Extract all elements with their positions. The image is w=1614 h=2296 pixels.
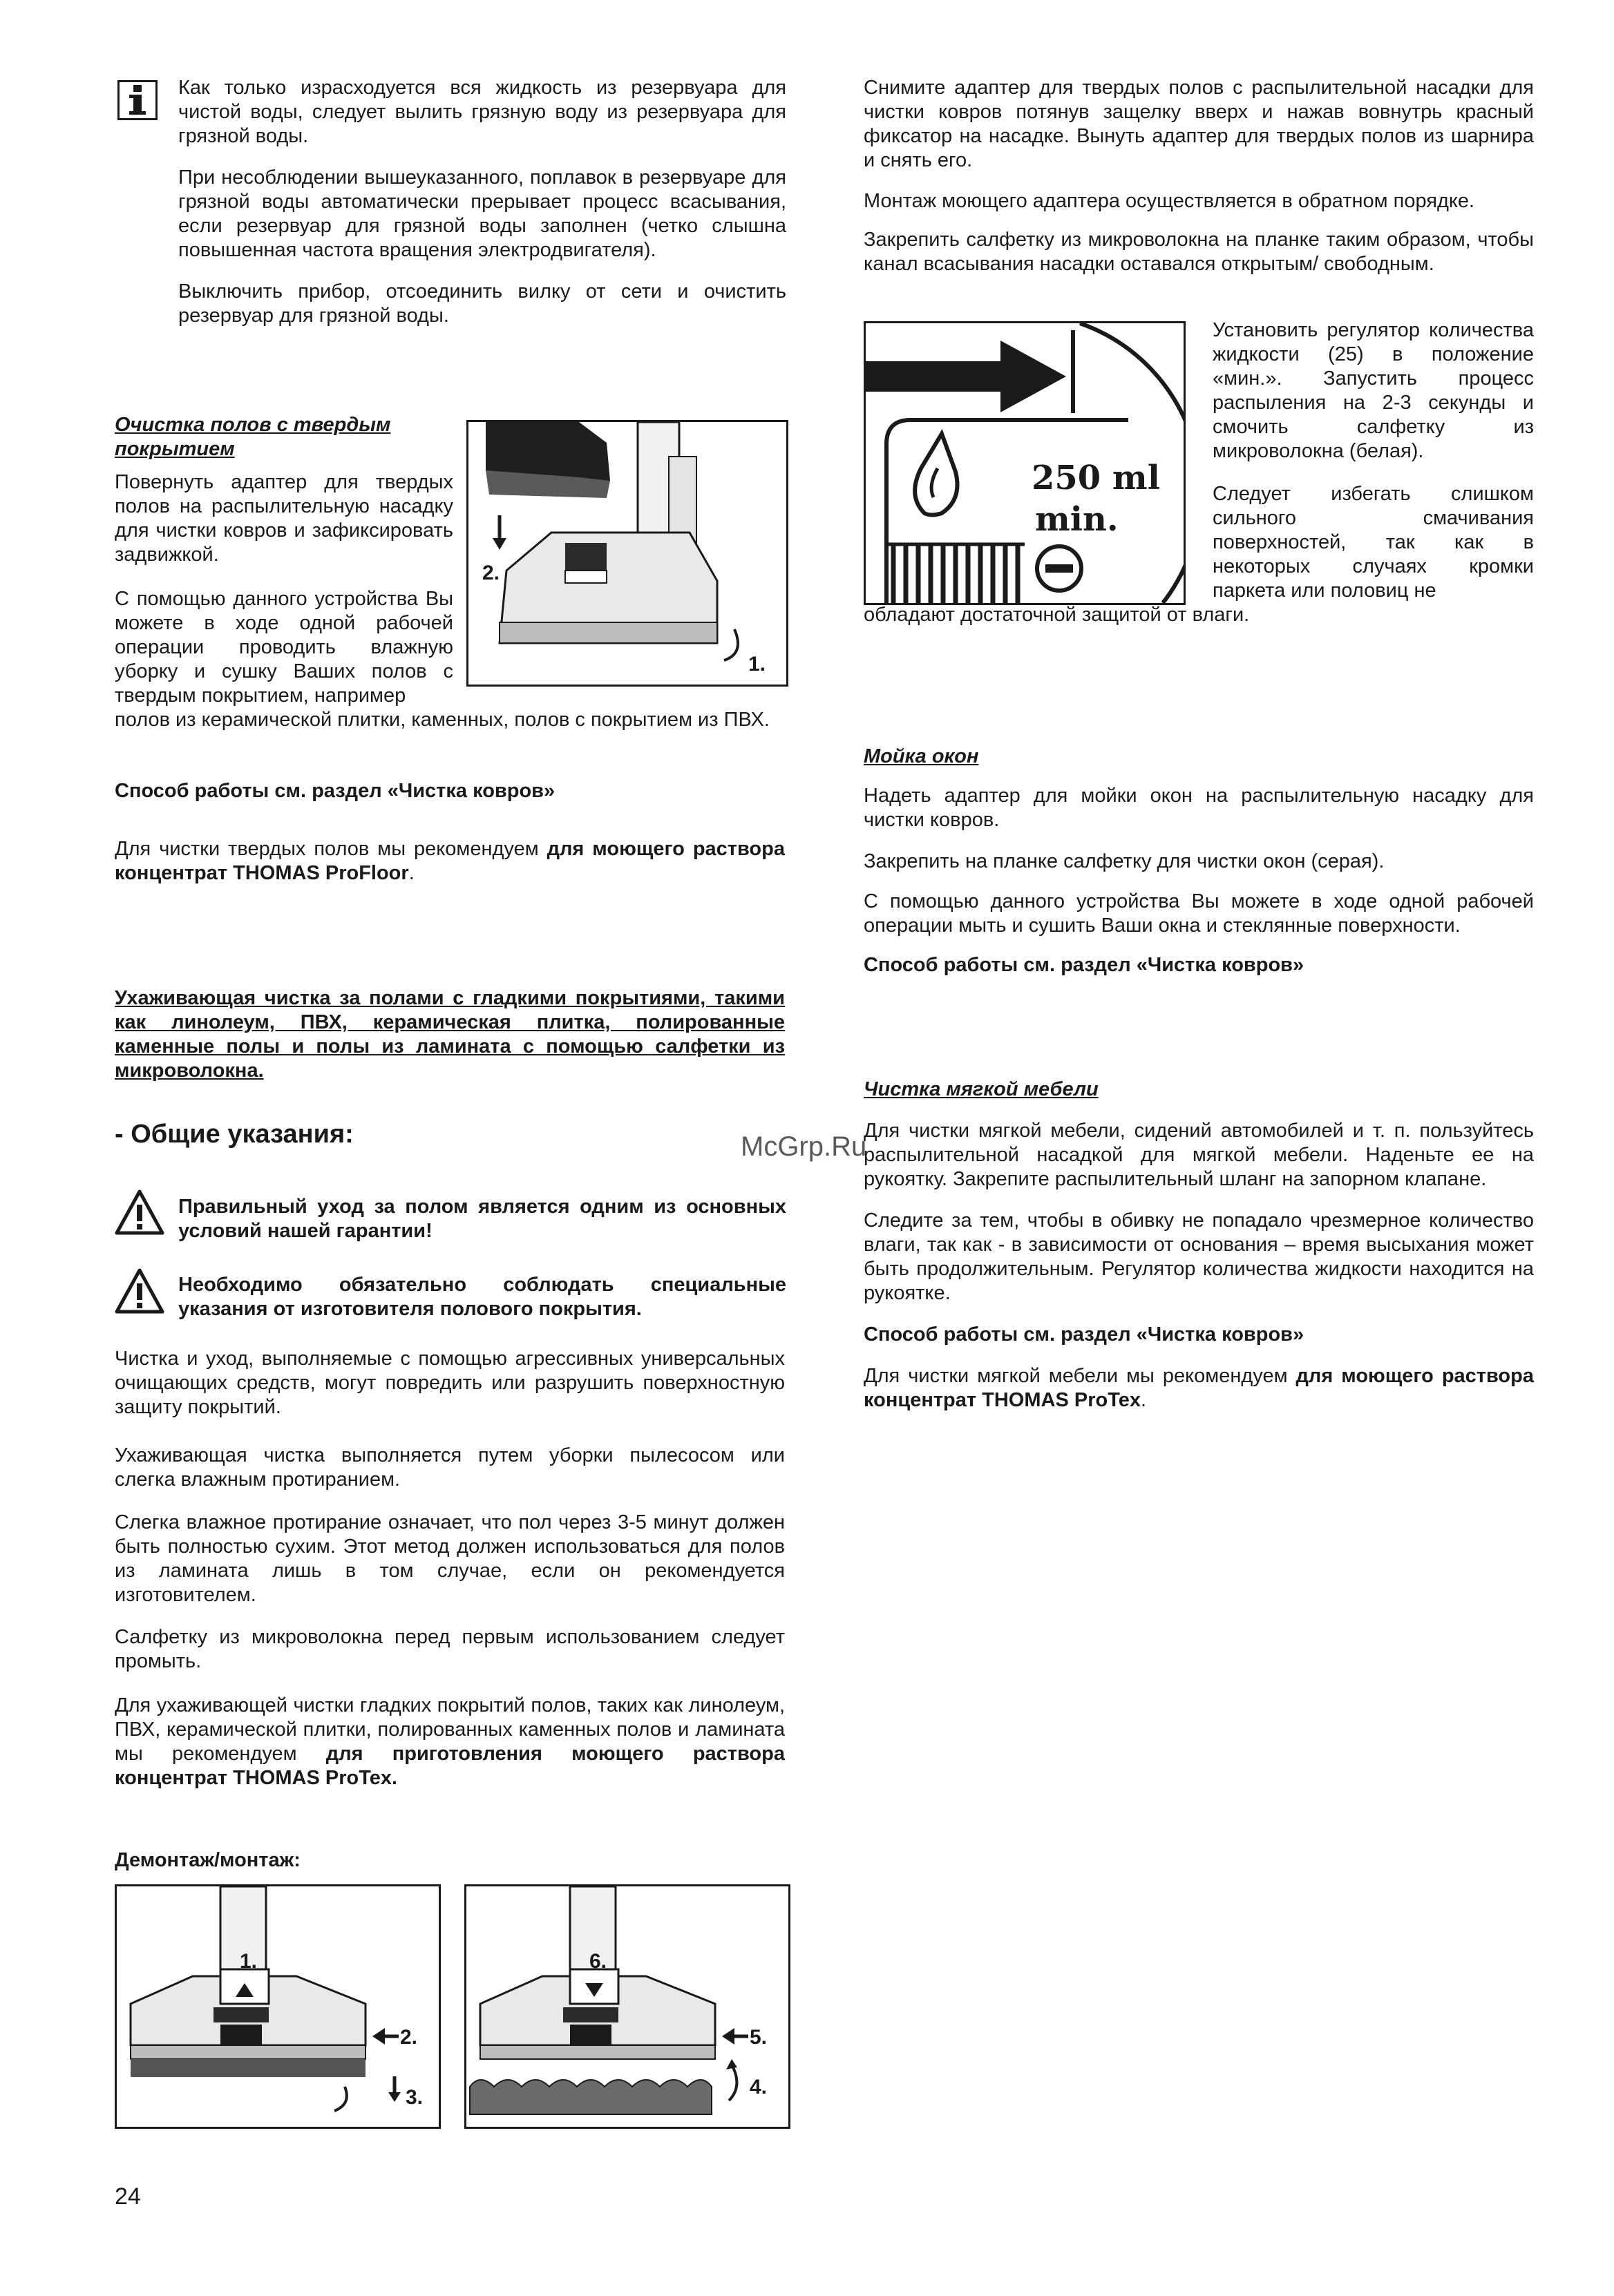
right-paragraph-3: Закрепить салфетку из микроволокна на планке таким образом, чтобы канал всасывания насадки оставался открытым/ свободным. [864, 229, 1534, 275]
general-paragraph-4: Салфетку из микроволокна перед первым использованием следует промыть. [115, 1626, 785, 1672]
care-heading: Ухаживающая чистка за полами с гладкими покрытиями, такими как линолеум, ПВХ, керамическая плитка, полированные каменные полы и полы из ламината с помощью салфетки из микроволокна. [115, 987, 785, 1082]
fig-step-2: 2. [482, 562, 500, 584]
right-paragraph-2: Монтаж моющего адаптера осуществляется в обратном порядке. [864, 190, 1475, 212]
window-paragraph-1: Надеть адаптер для мойки окон на распылительную насадку для чистки ковров. [864, 785, 1534, 831]
warning-icon [115, 1189, 164, 1238]
page-number: 24 [115, 2183, 141, 2210]
info-paragraph-3: Выключить прибор, отсоединить вилку от сети и очистить резервуар для грязной воды. [178, 280, 786, 327]
furniture-recommendation: Для чистки мягкой мебели мы рекомендуем для моющего раствора концентрат THOMAS ProTex. [864, 1365, 1534, 1411]
warning-icon [115, 1268, 164, 1317]
window-method: Способ работы см. раздел «Чистка ковров» [864, 954, 1304, 976]
general-paragraph-2: Ухаживающая чистка выполняется путем уборки пылесосом или слегка влажным протиранием. [115, 1444, 785, 1491]
hard-floor-method: Способ работы см. раздел «Чистка ковров» [115, 780, 556, 802]
furniture-paragraph-1: Для чистки мягкой мебели, сидений автомобилей и т. п. пользуйтесь распылительной насадкой для мягкой мебели. Наденьте ее на рукоятку. Закрепите распылительный шланг на запорном клапане. [864, 1120, 1534, 1190]
window-paragraph-3: С помощью данного устройства Вы можете в ходе одной рабочей операции мыть и сушить Ваши окна и стеклянные поверхности. [864, 890, 1534, 937]
regulator-volume-label: 250 ml [1032, 459, 1160, 497]
regulator-paragraph: Установить регулятор количества жидкости (25) в положение «мин.». Запустить процесс распыления на 2-3 секунды и смочить салфетку из микроволокна (белая). [1213, 319, 1534, 462]
furniture-heading: Чистка мягкой мебели [864, 1078, 1099, 1100]
dismount-figure-2 [464, 1884, 790, 2129]
regulator-warning-a: Следует избегать слишком сильного смачивания поверхностей, так как в некоторых случаях кромки паркета или половиц не [1213, 483, 1534, 602]
general-paragraph-1: Чистка и уход, выполняемые с помощью агрессивных универсальных очищающих средств, могут повредить или разрушить поверхностную защиту покрытий. [115, 1348, 785, 1418]
general-notes-title: - Общие указания: [115, 1120, 354, 1149]
general-paragraph-5: Для ухаживающей чистки гладких покрытий полов, таких как линолеум, ПВХ, керамической плитки, полированных каменных полов и ламината мы рекомендуем для приготовления моющего раствора концентрат THOMAS ProTex. [115, 1694, 785, 1789]
general-paragraph-3: Слегка влажное протирание означает, что пол через 3-5 минут должен быть полностью сухим. Этот метод должен использоваться для полов из ламината лишь в том случае, если он рекомендуется изготовителем. [115, 1511, 785, 1606]
hard-floor-paragraph-1: Повернуть адаптер для твердых полов на распылительную насадку для чистки ковров и зафиксировать задвижкой. [115, 471, 453, 566]
step-label-1: 1. [240, 1950, 258, 1973]
info-paragraph-2: При несоблюдении вышеуказанного, поплавок в резервуаре для грязной воды автоматически прерывает процесс всасывания, если резервуар для грязной воды заполнен (четко слышна повышенная частота вращения электродвигателя). [178, 166, 786, 261]
window-paragraph-2: Закрепить на планке салфетку для чистки окон (серая). [864, 850, 1385, 872]
step-label-5: 5. [750, 2026, 768, 2049]
liquid-regulator-figure [864, 321, 1186, 605]
fig-step-1: 1. [748, 653, 766, 676]
furniture-paragraph-2: Следите за тем, чтобы в обивку не попадало чрезмерное количество влаги, так как - в зависимости от основания – время высыхания может быть продолжительным. Регулятор количества жидкости находится на рукоятке. [864, 1209, 1534, 1304]
hard-floor-heading: Очистка полов с твердым покрытием [115, 414, 391, 460]
warning-text-2: Необходимо обязательно соблюдать специальные указания от изготовителя полового покрытия. [178, 1274, 786, 1320]
watermark: McGrp.Ru [741, 1131, 867, 1162]
right-paragraph-1: Снимите адаптер для твердых полов с распылительной насадки для чистки ковров потянув защелку вверх и нажав вовнутрь красный фиксатор на насадке. Вынуть адаптер для твердых полов из шарнира и снять его. [864, 77, 1534, 171]
info-icon [117, 80, 158, 120]
step-label-6: 6. [589, 1950, 607, 1973]
hard-floor-adapter-figure [466, 420, 788, 687]
step-label-4: 4. [750, 2076, 768, 2098]
dismount-figure-1 [115, 1884, 441, 2129]
step-label-3: 3. [406, 2086, 424, 2109]
hard-floor-recommendation: Для чистки твердых полов мы рекомендуем для моющего раствора концентрат THOMAS ProFloor. [115, 838, 785, 884]
step-label-2: 2. [400, 2026, 418, 2049]
hard-floor-paragraph-2b: полов из керамической плитки, каменных, полов с покрытием из ПВХ. [115, 709, 770, 731]
regulator-min-label: min. [1035, 500, 1119, 539]
warning-text-1: Правильный уход за полом является одним из основных условий нашей гарантии! [178, 1196, 786, 1242]
furniture-method: Способ работы см. раздел «Чистка ковров» [864, 1323, 1304, 1346]
info-paragraph-1: Как только израсходуется вся жидкость из резервуара для чистой воды, следует вылить грязную воду из резервуара для грязной воды. [178, 77, 786, 147]
regulator-warning-b: обладают достаточной защитой от влаги. [864, 604, 1250, 626]
dismount-title: Демонтаж/монтаж: [115, 1849, 301, 1871]
hard-floor-paragraph-2a: С помощью данного устройства Вы можете в ходе одной рабочей операции проводить влажную уборку и сушку Ваших полов с твердым покрытием, например [115, 588, 453, 707]
window-cleaning-heading: Мойка окон [864, 745, 979, 767]
